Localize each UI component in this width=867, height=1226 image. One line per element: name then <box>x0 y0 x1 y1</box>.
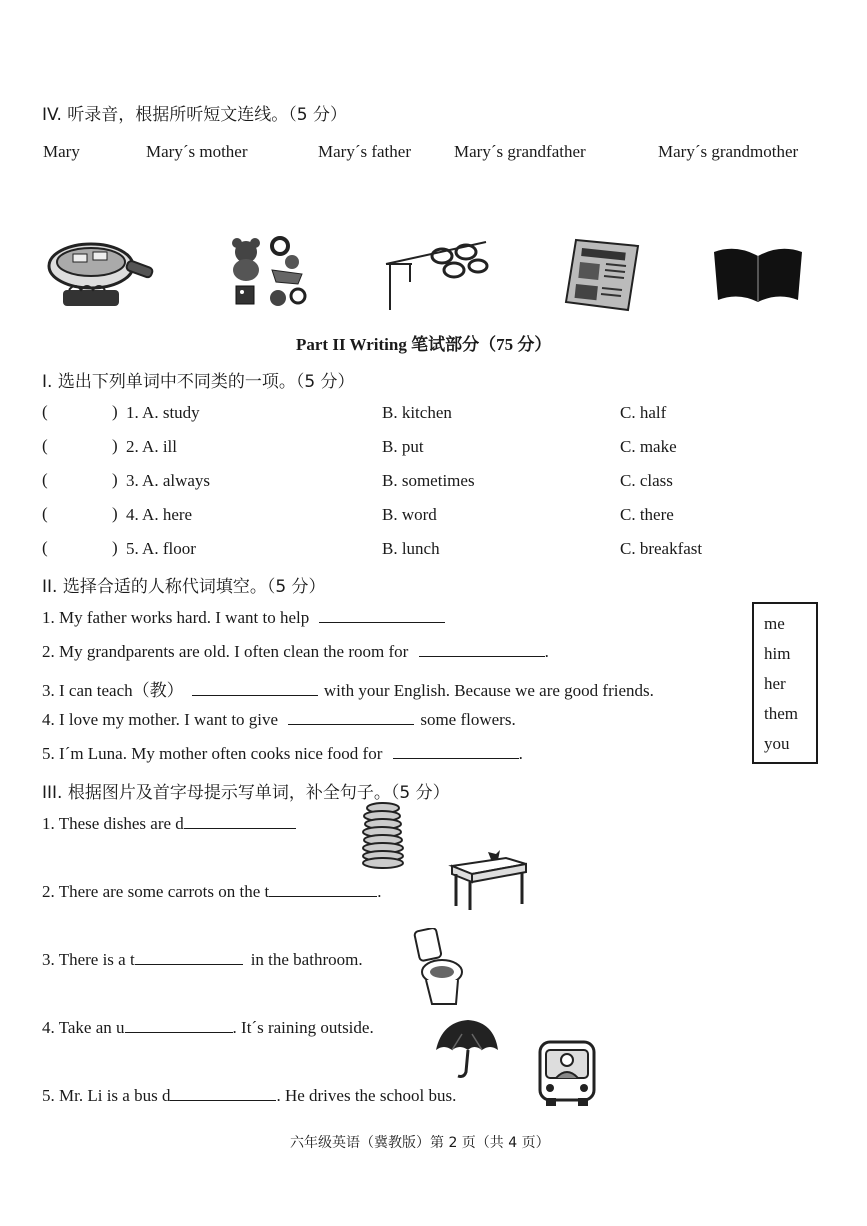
option-c: C. half <box>620 403 667 422</box>
fill-sentence <box>42 710 516 730</box>
option-a: 5. A. floor <box>126 539 196 558</box>
option-b: B. put <box>382 437 424 456</box>
person-label: Mary´s grandfather <box>454 142 586 161</box>
person-label: Mary´s grandmother <box>658 142 799 161</box>
option-a: 4. A. here <box>126 505 193 524</box>
sentence-text: 5. I´m Luna. My mother often cooks nice food for <box>42 744 383 763</box>
fill-sentence <box>42 1086 456 1106</box>
sentence-text: in the bathroom. <box>250 950 363 969</box>
answer-blank[interactable] <box>269 882 377 897</box>
sentence-text: 4. I love my mother. I want to give <box>42 710 279 729</box>
bracket-open[interactable]: ( <box>42 470 48 489</box>
word-bank-box <box>752 602 818 764</box>
sentence-text: 5. Mr. Li is a bus d <box>42 1086 171 1105</box>
sentence-text: . It´s raining outside. <box>232 1018 374 1037</box>
sentence-text: some flowers. <box>420 710 516 729</box>
table-with-plates-icon <box>382 238 494 317</box>
option-b: B. lunch <box>382 539 440 558</box>
fill-sentence <box>42 608 445 628</box>
answer-blank[interactable] <box>288 710 414 725</box>
section-heading: I. 选出下列单词中不同类的一项。（5 分） <box>42 372 355 392</box>
sentence-text: with your English. Because we are good friends. <box>323 681 654 700</box>
toilet-icon <box>410 928 466 1013</box>
answer-blank[interactable] <box>319 608 445 623</box>
option-b: B. word <box>382 505 437 524</box>
sentence-text: . <box>377 882 382 901</box>
sentence-text: 3. I can teach（教） <box>42 681 184 700</box>
bus-driver-icon <box>536 1038 598 1113</box>
bracket-close: ) <box>112 402 118 421</box>
fill-sentence <box>42 1018 374 1038</box>
word-bank-item: him <box>764 644 791 663</box>
fill-sentence <box>42 642 549 662</box>
sentence-text: 2. There are some carrots on the t <box>42 882 270 901</box>
sentence-text: 4. Take an u <box>42 1018 125 1037</box>
person-label: Mary <box>43 142 80 161</box>
option-a: 3. A. always <box>126 471 211 490</box>
word-bank-item: me <box>764 614 785 633</box>
answer-blank[interactable] <box>393 744 519 759</box>
fill-sentence <box>42 882 381 902</box>
answer-blank[interactable] <box>192 681 318 696</box>
toys-icon <box>228 234 310 317</box>
fill-sentence <box>42 950 363 970</box>
bracket-open[interactable]: ( <box>42 504 48 523</box>
bracket-close: ) <box>112 470 118 489</box>
sentence-text: 2. My grandparents are old. I often clean the room for <box>42 642 409 661</box>
frying-pan-icon <box>45 236 157 317</box>
sentence-text: 1. These dishes are d <box>42 814 184 833</box>
bracket-close: ) <box>112 538 118 557</box>
option-b: B. kitchen <box>382 403 452 422</box>
part-title: Part II Writing 笔试部分（75 分） <box>296 335 552 354</box>
fill-sentence <box>42 744 523 764</box>
umbrella-icon <box>432 1014 502 1085</box>
option-a: 2. A. ill <box>126 437 178 456</box>
answer-blank[interactable] <box>135 950 243 965</box>
answer-blank[interactable] <box>170 1086 276 1101</box>
word-bank-item: them <box>764 704 798 723</box>
answer-blank[interactable] <box>184 814 296 829</box>
bracket-close: ) <box>112 504 118 523</box>
bracket-close: ) <box>112 436 118 455</box>
option-c: C. class <box>620 471 673 490</box>
word-bank-item: her <box>764 674 786 693</box>
option-c: C. there <box>620 505 674 524</box>
word-bank-item: you <box>764 734 790 753</box>
option-c: C. breakfast <box>620 539 703 558</box>
bracket-open[interactable]: ( <box>42 538 48 557</box>
sentence-text: . <box>518 744 523 763</box>
page-footer: 六年级英语（冀教版）第 2 页（共 4 页） <box>290 1135 550 1151</box>
sentence-text: 1. My father works hard. I want to help <box>42 608 310 627</box>
fill-sentence <box>42 814 296 834</box>
dishes-icon <box>358 800 408 875</box>
person-label: Mary´s father <box>318 142 411 161</box>
option-b: B. sometimes <box>382 471 475 490</box>
section-heading: II. 选择合适的人称代词填空。（5 分） <box>42 577 326 597</box>
bracket-open[interactable]: ( <box>42 436 48 455</box>
answer-blank[interactable] <box>419 642 545 657</box>
newspaper-icon <box>562 236 640 317</box>
bracket-open[interactable]: ( <box>42 402 48 421</box>
sentence-text: . <box>544 642 549 661</box>
sentence-text: . He drives the school bus. <box>276 1086 457 1105</box>
section-heading: III. 根据图片及首字母提示写单词，补全句子。（5 分） <box>42 783 450 803</box>
listening-heading: IV. 听录音，根据所听短文连线。（5 分） <box>42 105 347 125</box>
option-a: 1. A. study <box>126 403 200 422</box>
table-icon <box>448 848 530 917</box>
answer-blank[interactable] <box>125 1018 233 1033</box>
fill-sentence <box>42 676 654 701</box>
person-label: Mary´s mother <box>146 142 248 161</box>
option-c: C. make <box>620 437 677 456</box>
sentence-text: 3. There is a t <box>42 950 135 969</box>
book-icon <box>710 240 806 315</box>
